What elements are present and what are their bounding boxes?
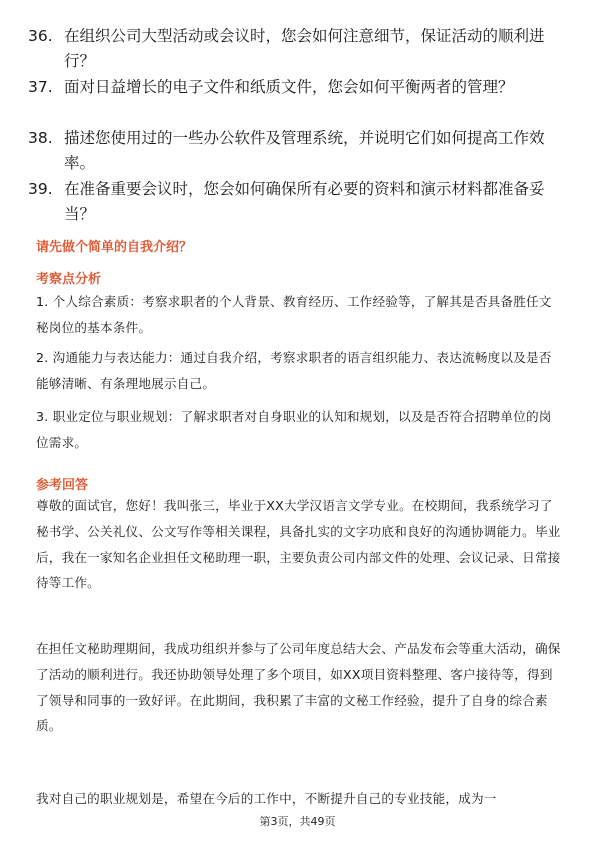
analysis-title: 考察点分析 [36,272,102,287]
page-footer: 第3页，共49页 [259,815,336,828]
question-text: 在准备重要会议时，您会如何确保所有必要的资料和演示材料都准备妥当？ [64,180,545,223]
answer-title: 参考回答 [36,478,89,493]
question-37 [28,75,568,100]
analysis-item: 1. 个人综合素质：考察求职者的个人背景、教育经历、工作经验等，了解其是否具备胜任文秘岗位的基本条件。 [36,294,552,335]
analysis-item: 3. 职业定位与职业规划：了解求职者对自身职业的认知和规划，以及是否符合招聘单位的岗位需求。 [36,409,552,450]
question-text: 描述您使用过的一些办公软件及管理系统，并说明它们如何提高工作效率。 [64,129,545,172]
question-36 [28,24,568,74]
section-title: 请先做个简单的自我介绍？ [36,240,193,255]
analysis-item: 2. 沟通能力与表达能力：通过自我介绍，考察求职者的语言组织能力、表达流畅度以及是否能够清晰、有条理地展示自己。 [36,350,552,391]
question-number: 37. [28,78,53,96]
question-text: 面对日益增长的电子文件和纸质文件，您会如何平衡两者的管理？ [64,78,514,96]
answer-paragraph: 尊敬的面试官，您好！我叫张三，毕业于XX大学汉语言文学专业。在校期间，我系统学习了秘书学、公关礼仪、公文写作等相关课程，具备扎实的文字功底和良好的沟通协调能力。毕业后，我在一家知名企业担任文秘助理一职，主要负责公司内部文件的处理、会议记录、日常接待等工作。 [36,498,561,591]
question-number: 38. [28,129,53,147]
answer-paragraph: 我对自己的职业规划是，希望在今后的工作中，不断提升自己的专业技能，成为一 [36,791,497,806]
question-text: 在组织公司大型活动或会议时，您会如何注意细节，保证活动的顺利进行？ [64,27,545,70]
question-number: 36. [28,27,53,45]
question-39 [28,177,568,227]
question-number: 39. [28,180,53,198]
answer-paragraph: 在担任文秘助理期间，我成功组织并参与了公司年度总结大会、产品发布会等重大活动，确保了活动的顺利进行。我还协助领导处理了多个项目，如XX项目资料整理、客户接待等，得到了领导和同事的一致好评。在此期间，我积累了丰富的文秘工作经验，提升了自身的综合素质。 [36,641,561,734]
question-38 [28,126,568,176]
